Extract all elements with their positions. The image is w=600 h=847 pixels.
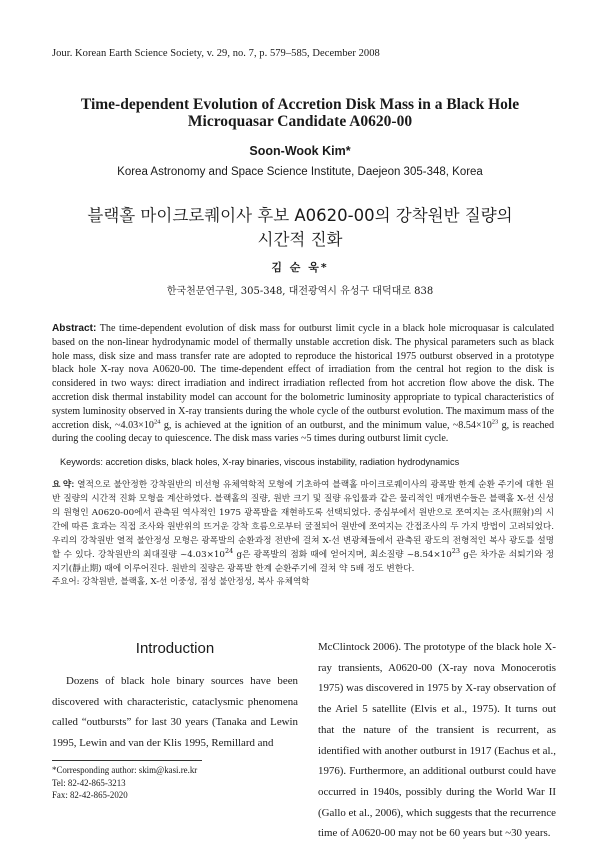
telephone: Tel: 82-42-865-3213 [52,777,126,788]
author-name: Soon-Wook Kim* [249,144,351,158]
korean-title [40,204,560,252]
korean-abstract [52,477,554,576]
introduction-left-column: Dozens of black hole binary sources have been discovered with characteristic, cataclysmic phenomena called “outbursts” for last 30 years (Tanaka and Lewin 1995, Lewin and van der Klis 1995, Remillard and [52,675,298,750]
korean-abstract-text-3: g은 차가운 쇠퇴기와 정지기(靜止期) 때에 이루어진다. 원반의 질량은 광폭발 한계 순환주기에 걸쳐 약 5배 정도 변한다. [52,550,554,574]
korean-keywords-text: 강착원반, 블랙홀, X-선 이중성, 점성 불안정성, 복사 유체역학 [79,577,310,587]
abstract-text-2: g, is achieved at the ignition of an outburst, and the minimum value, ~8.54×10 [160,419,492,431]
abstract-text-3: g, is reached during the cooling decay to quiescence. The disk mass varies ~5 times during outburst limit cycle. [52,419,555,445]
korean-affiliation: 한국천문연구원, 305-348, 대전광역시 유성구 대덕대로 838 [166,286,434,297]
paper-title [40,96,560,130]
abstract-text-1: The time-dependent evolution of disk mass for outburst limit cycle in a black hole microquasar is calculated based on the non-linear hydrodynamic model of thermally unstable accretion disk. The physical parameters such as black hole mass, disk size and mass transfer rate are adopted to reproduce the historical 1975 outburst observed in a prototype black hole X-ray nova A0620-00. The time-dependent effect of irradiation from the central hot region to the disk is considered in two ways: direct irradiation and indirect irradiation reflected from hot accretion flow above the disk. The accretion disk thermal instability model can account for the bolometric luminosity appropriate to typical characteristics of system luminosity observed in X-ray transients during the whole cycle of the outburst evolution. The maximum mass of the accretion disk, ~4.03×10 [52,323,554,431]
paper-title-line-1: Time-dependent Evolution of Accretion Disk Mass in a Black Hole [80,96,520,113]
korean-title-line-1: 블랙홀 마이크로퀘이사 후보 A0620-00의 강착원반 질량의 [87,206,513,225]
korean-title-line-2: 시간적 진화 [257,230,343,249]
abstract [52,322,554,446]
footnote [52,764,197,802]
korean-abstract-label: 요 약: [52,479,75,489]
corresponding-author: *Corresponding author: skim@kasi.re.kr [52,765,198,775]
introduction-heading: Introduction [135,640,215,657]
korean-author-name: 김 순 욱* [271,261,329,274]
author-affiliation: Korea Astronomy and Space Science Institute, Daejeon 305-348, Korea [117,166,483,178]
korean-keywords-label: 주요어: [52,577,80,587]
korean-keywords [52,575,309,587]
abstract-label: Abstract: [52,323,97,334]
keywords-text: accretion disks, black holes, X-ray binaries, viscous instability, radiation hydrodynamics [102,457,460,467]
korean-abstract-text-2: g은 광폭발의 점화 때에 얻어지며, 최소질량 ~8.54×10 [233,550,452,560]
keywords-label: Keywords: [60,457,103,467]
journal-header: Jour. Korean Earth Science Society, v. 29, no. 7, p. 579–585, December 2008 [52,48,380,59]
korean-abstract-exponent-2: 23 [451,547,461,556]
korean-abstract-exponent-1: 24 [224,547,234,556]
abstract-exponent-1: 24 [153,418,161,426]
paper-title-line-2: Microquasar Candidate A0620-00 [187,113,413,130]
korean-abstract-text-1: 열적으로 불안정한 강착원반의 비선형 유체역학적 모형에 기초하여 블랙홀 마이크로퀘이사의 광폭발 한계 순환 주기에 대한 원반 질량의 시간적 진화 모형을 계산하였다. 블랙홀의 질량, 원반 크기 및 질량 유입률과 같은 물리적인 매개변수들은 블랙홀 X-선 신성의 원형인 A0620-00에서 관측된 역사적인 1975 광폭발을 재현하도록 선택되었다. 중심부에서 원반으로 쪼여지는 조사(照射)의 시간에 따른 효과는 직접 조사와 원반위의 뜨거운 강착 흐름으로부터 굴절되어 원반에 쪼여지는 간접조사의 두 가지 방법이 고려되었다. 우리의 강착원반 열적 불안정성 모형은 광폭발의 순환과정 전반에 걸쳐 X-선 변광체들에서 관측된 광도의 전형적인 복사 광도를 설명할 수 있다. 강착원반의 최대질량 ~4.03×10 [52,480,554,560]
fax: Fax: 82-42-865-2020 [52,790,128,800]
keywords [60,457,459,467]
footnote-divider [52,760,202,761]
introduction-right-column: McClintock 2006). The prototype of the black hole X-ray transients, A0620-00 (X-ray nova Monocerotis 1975) was discovered in 1975 by X-ray observation of the Ariel 5 satellite (Elvis et al., 1975). It turns out that the nature of the transient is recurrent, as identified with another outburst in 1917 (Eachus et al., 1976). Furthermore, an additional outburst could have occurred in 1940s, possibly during the World War II (Gallo et al., 2006), which suggests that the recurrence time of A0620-00 may not be 60 years but ~30 years. [318,641,556,840]
abstract-exponent-2: 23 [491,418,499,426]
